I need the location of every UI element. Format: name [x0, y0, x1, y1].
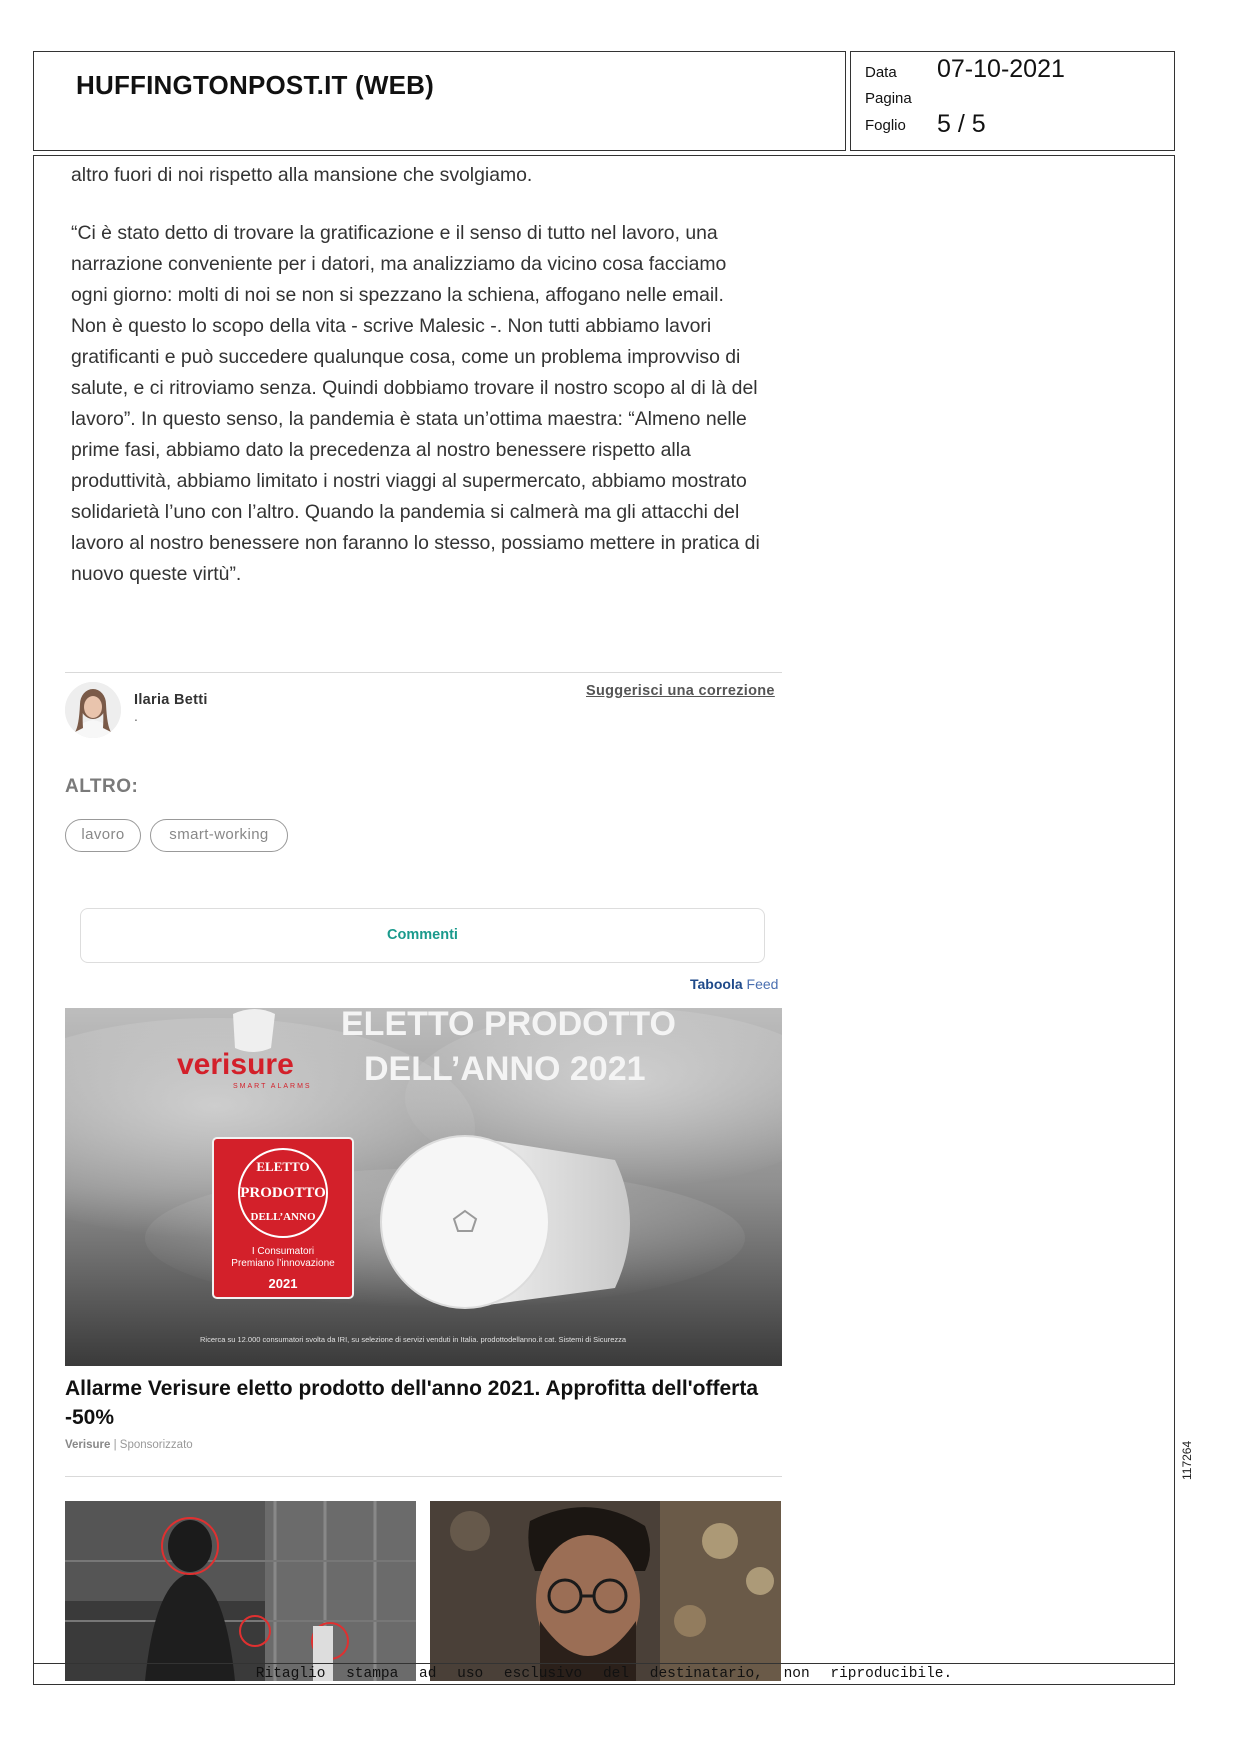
publication-title: HUFFINGTONPOST.IT (WEB): [76, 70, 434, 100]
side-code: 117264: [1180, 1440, 1194, 1480]
sponsored-ad-image[interactable]: [65, 1008, 782, 1366]
comments-button[interactable]: Commenti: [80, 908, 765, 963]
seal-line-2: PRODOTTO: [240, 1185, 326, 1201]
ad-source: Verisure | Sponsorizzato: [65, 1439, 193, 1451]
taboola-feed-text: Feed: [746, 976, 779, 992]
banner-headline-1: ELETTO PRODOTTO: [341, 1008, 676, 1043]
verisure-logo-sub: SMART ALARMS: [233, 1083, 312, 1090]
seal-year: 2021: [268, 1276, 298, 1291]
surveillance-photo: [65, 1501, 416, 1681]
verisure-banner: [65, 1008, 782, 1366]
seal-line-1: ELETTO: [256, 1159, 310, 1174]
man-with-glasses-photo: [430, 1501, 781, 1681]
tag-lavoro[interactable]: lavoro: [65, 819, 141, 852]
author-name[interactable]: Ilaria Betti: [134, 692, 208, 708]
text-line: “Ci è stato detto di trovare la gratificazione e il senso di tutto nel lavoro, una: [71, 222, 718, 244]
text-line: altro fuori di noi rispetto alla mansione che svolgiamo.: [71, 164, 533, 186]
text-line: lavoro”. In questo senso, la pandemia è stata un’ottima maestra: “Almeno nelle: [71, 408, 747, 430]
taboola-logo: Taboola: [690, 976, 743, 992]
text-line: prime fasi, abbiamo dato la precedenza al nostro benessere rispetto alla: [71, 439, 691, 461]
text-line: ogni giorno: molti di noi se non si spezzano la schiena, affogano nelle email.: [71, 284, 724, 306]
ad-title[interactable]: Allarme Verisure eletto prodotto dell'anno 2021. Approfitta dell'offerta -50%: [65, 1377, 758, 1429]
ad-sponsored: Sponsorizzato: [119, 1439, 193, 1451]
publication-header: [33, 51, 846, 151]
banner-headline-2: DELL’ANNO 2021: [364, 1050, 646, 1088]
text-line: narrazione conveniente per i datori, ma analizziamo da vicino cosa facciamo: [71, 253, 727, 275]
tags-heading: ALTRO:: [65, 776, 139, 797]
ad-divider: [65, 1476, 782, 1477]
sheet-label: Foglio: [865, 117, 906, 134]
author-subtitle: .: [134, 708, 138, 724]
suggest-correction-link[interactable]: Suggerisci una correzione: [586, 683, 775, 699]
sponsored-thumbnail-1[interactable]: [65, 1501, 416, 1681]
text-line: Non è questo lo scopo della vita - scrive Malesic -. Non tutti abbiamo lavori: [71, 315, 712, 337]
author-photo: [65, 682, 121, 738]
sheet-value: 5 / 5: [937, 110, 986, 138]
sponsored-thumbnail-2[interactable]: [430, 1501, 781, 1681]
text-line: gratificanti e può succedere qualunque cosa, come un problema improvviso di: [71, 346, 741, 368]
footer-notice: Ritaglio stampa ad uso esclusivo del destinatario, non riproducibile.: [255, 1666, 953, 1682]
text-line: produttività, abbiamo limitato i nostri viaggi al supermercato, abbiamo mostrato: [71, 470, 747, 492]
seal-subtitle-2: Premiano l’innovazione: [231, 1258, 335, 1269]
author-avatar[interactable]: [65, 682, 121, 738]
seal-subtitle: I Consumatori: [251, 1246, 315, 1257]
date-info-box: [850, 51, 1175, 151]
tag-smart-working[interactable]: smart-working: [150, 819, 288, 852]
date-value: 07-10-2021: [937, 55, 1065, 83]
page-label: Pagina: [865, 90, 912, 107]
verisure-logo: verisure: [177, 1048, 294, 1081]
taboola-feed-label[interactable]: [690, 976, 778, 992]
banner-fineprint: Ricerca su 12.000 consumatori svolta da IRI, su selezione di servizi venduti in Italia. prodottodellanno.it cat. Sistemi di Sicurezza: [200, 1335, 627, 1344]
article-paragraph-1: [71, 160, 771, 191]
article-clipping: [33, 155, 1175, 1685]
seal-line-3: DELL’ANNO: [250, 1211, 316, 1223]
date-label: Data: [865, 64, 897, 81]
text-line: solidarietà l’uno con l’altro. Quando la pandemia si calmerà ma gli attacchi del: [71, 501, 740, 523]
text-line: salute, e ci ritroviamo senza. Quindi dobbiamo trovare il nostro scopo al di là del: [71, 377, 758, 399]
text-line: nuovo queste virtù”.: [71, 563, 242, 585]
author-divider: [65, 672, 782, 673]
article-paragraph-2: [71, 218, 771, 590]
ad-brand: Verisure: [65, 1439, 111, 1451]
text-line: lavoro al nostro benessere non faranno lo stesso, possiamo mettere in pratica di: [71, 532, 760, 554]
